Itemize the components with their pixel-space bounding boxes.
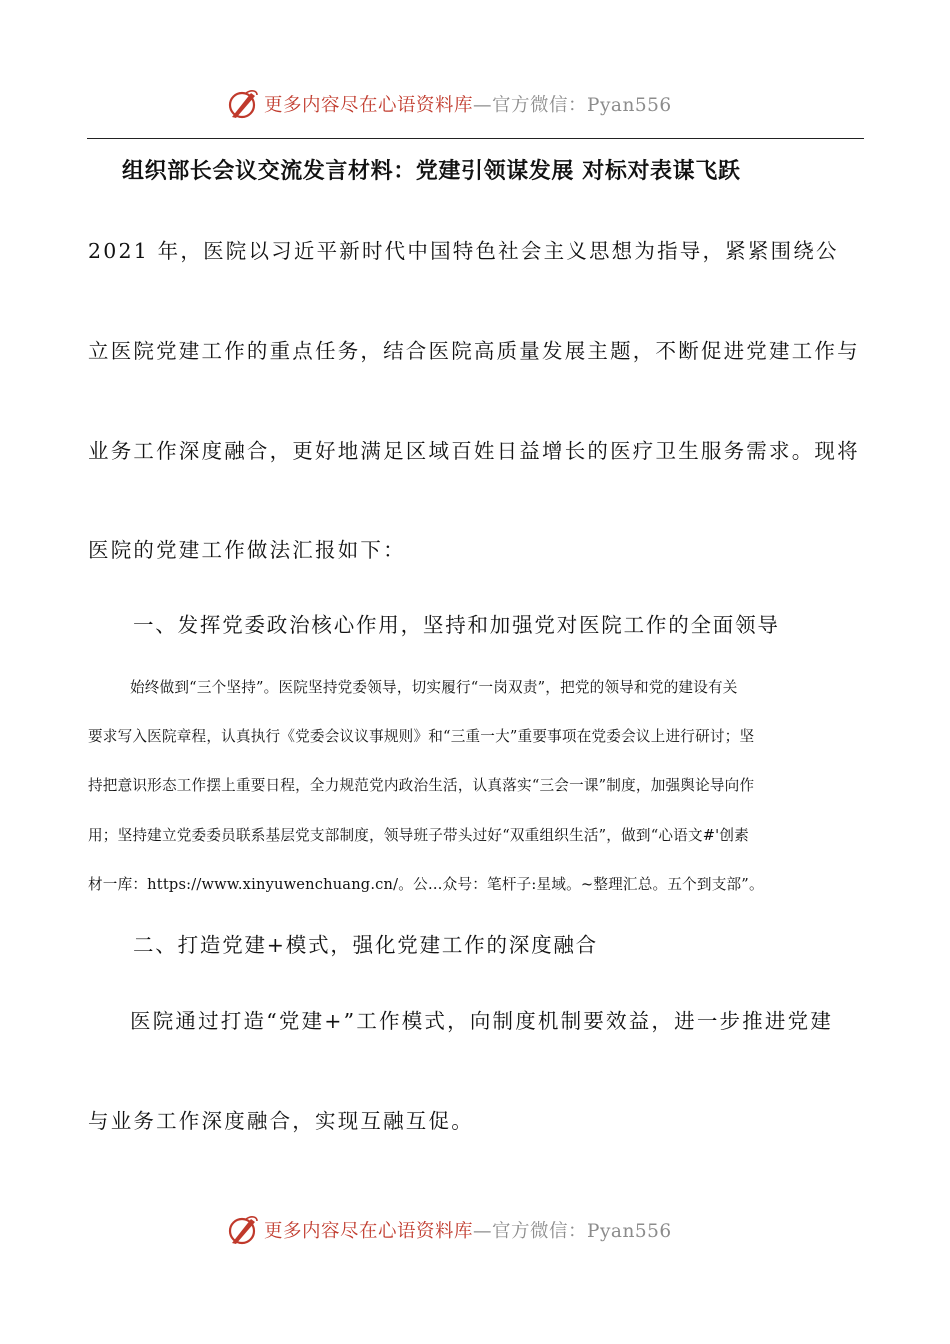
page-header — [0, 84, 950, 124]
footer-brand — [226, 1210, 672, 1250]
header-wechat-text: —官方微信：Pyan556 — [473, 95, 672, 116]
section-2-line-2: 与业务工作深度融合，实现互融互促。 — [88, 1109, 474, 1133]
page-footer — [0, 1210, 950, 1250]
page-title: 组织部长会议交流发言材料：党建引领谋发展 对标对表谋飞跃 — [122, 159, 741, 184]
intro-line-1: 2021 年，医院以习近平新时代中国特色社会主义思想为指导，紧紧围绕公 — [88, 239, 839, 263]
section-1-line-5: 材一库：https://www.xinyuwenchuang.cn/。公…众号：笔杆子:星域。~整理汇总。五个到支部”。 — [88, 876, 764, 893]
section-1-heading: 一、发挥党委政治核心作用，坚持和加强党对医院工作的全面领导 — [133, 613, 780, 637]
header-divider — [87, 138, 864, 139]
quill-logo-icon — [226, 87, 260, 121]
section-1-line-1: 始终做到“三个坚持”。医院坚持党委领导，切实履行“一岗双责”，把党的领导和党的建设有关 — [130, 679, 738, 696]
header-brand — [226, 84, 672, 124]
section-1-line-4: 用；坚持建立党委委员联系基层党支部制度，领导班子带头过好“双重组织生活”，做到“心语文#'创素 — [88, 827, 749, 844]
section-2-line-1: 医院通过打造“党建+”工作模式，向制度机制要效益，进一步推进党建 — [130, 1009, 834, 1033]
intro-line-2: 立医院党建工作的重点任务，结合医院高质量发展主题，不断促进党建工作与 — [88, 339, 860, 363]
footer-brand-text: 更多内容尽在心语资料库 — [264, 1221, 474, 1242]
section-1-line-2: 要求写入医院章程，认真执行《党委会议议事规则》和“三重一大”重要事项在党委会议上进行研讨；坚 — [88, 728, 755, 745]
header-brand-text: 更多内容尽在心语资料库 — [264, 95, 474, 116]
intro-line-3: 业务工作深度融合，更好地满足区域百姓日益增长的医疗卫生服务需求。现将 — [88, 439, 860, 463]
footer-wechat-text: —官方微信：Pyan556 — [473, 1221, 672, 1242]
section-2-heading: 二、打造党建+模式，强化党建工作的深度融合 — [133, 933, 598, 957]
intro-line-4: 医院的党建工作做法汇报如下： — [88, 538, 406, 562]
section-1-line-3: 持把意识形态工作摆上重要日程，全力规范党内政治生活，认真落实“三会一课”制度，加强舆论导向作 — [88, 777, 755, 794]
quill-logo-icon — [226, 1213, 260, 1247]
